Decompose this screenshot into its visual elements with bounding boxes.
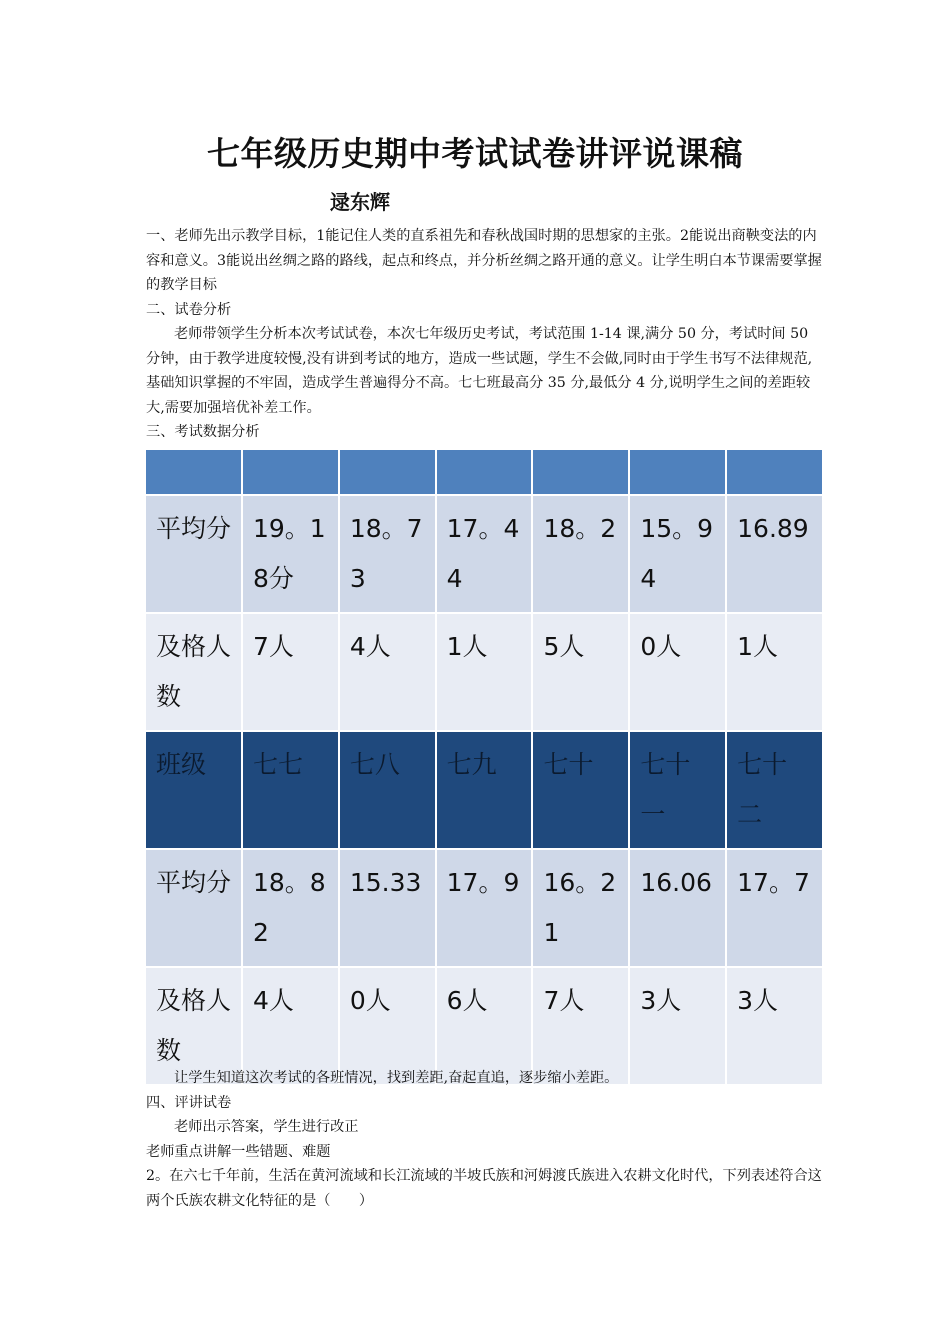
table-cell: 19。18分 bbox=[243, 496, 338, 612]
table-cell: 18。2 bbox=[533, 496, 628, 612]
answer-paragraph: 老师出示答案，学生进行改正 bbox=[174, 1119, 359, 1135]
table-cell: 七九 bbox=[437, 732, 532, 848]
row-label-cell: 班级 bbox=[146, 732, 241, 848]
row-label-cell: 及格人数 bbox=[146, 968, 241, 1084]
table-cell: 1人 bbox=[727, 614, 822, 730]
table-cell: 16.06 bbox=[630, 850, 725, 966]
table-cell: 18。82 bbox=[243, 850, 338, 966]
row-label-cell: 平均分 bbox=[146, 850, 241, 966]
table-cell: 7人 bbox=[533, 968, 628, 1084]
table-cell bbox=[243, 450, 338, 494]
table-cell bbox=[630, 450, 725, 494]
author-name: 逯东辉 bbox=[330, 190, 390, 214]
table-row bbox=[146, 850, 822, 966]
intro-section bbox=[146, 224, 826, 445]
table-row bbox=[146, 496, 822, 612]
question-paragraph: 2。在六七千年前，生活在黄河流域和长江流域的半坡氏族和河姆渡氏族进入农耕文化时代，下列表述符合这两个氏族农耕文化特征的是（ ） bbox=[146, 1168, 822, 1209]
table-cell: 17。9 bbox=[437, 850, 532, 966]
table-cell: 17。44 bbox=[437, 496, 532, 612]
table-cell: 7人 bbox=[243, 614, 338, 730]
review-section bbox=[146, 1066, 826, 1213]
table-cell: 18。73 bbox=[340, 496, 435, 612]
table-cell: 17。7 bbox=[727, 850, 822, 966]
paper-analysis-paragraph: 老师带领学生分析本次考试试卷，本次七年级历史考试，考试范围 1-14 课,满分 50 分，考试时间 50 分钟，由于教学进度较慢,没有讲到考试的地方，造成一些试题，学生不会做,同时由于学生书写不法律规范,基础知识掌握的不牢固，造成学生普遍得分不高。七七班最高分 35 分,最低分 4 分,说明学生之间的差距较大,需要加强培优补差工作。 bbox=[146, 326, 813, 416]
table-cell bbox=[340, 450, 435, 494]
key-points-paragraph: 老师重点讲解一些错题、难题 bbox=[146, 1143, 331, 1160]
table-cell: 4人 bbox=[243, 968, 338, 1084]
table-cell: 6人 bbox=[437, 968, 532, 1084]
table-cell: 3人 bbox=[630, 968, 725, 1084]
table-cell: 七十二 bbox=[727, 732, 822, 848]
table-row bbox=[146, 614, 822, 730]
table-cell: 16。21 bbox=[533, 850, 628, 966]
section-heading-review: 四、评讲试卷 bbox=[146, 1094, 232, 1111]
section-heading-paper-analysis: 二、试卷分析 bbox=[146, 301, 232, 318]
table-row bbox=[146, 450, 822, 494]
table-cell: 七七 bbox=[243, 732, 338, 848]
row-label-cell: 平均分 bbox=[146, 496, 241, 612]
table-cell: 七八 bbox=[340, 732, 435, 848]
table-cell: 15。94 bbox=[630, 496, 725, 612]
score-table bbox=[144, 448, 824, 1086]
document-title: 七年级历史期中考试试卷讲评说课稿 bbox=[207, 134, 743, 173]
table-cell: 七十一 bbox=[630, 732, 725, 848]
table-cell bbox=[533, 450, 628, 494]
table-cell: 5人 bbox=[533, 614, 628, 730]
table-cell: 七十 bbox=[533, 732, 628, 848]
table-row bbox=[146, 732, 822, 848]
table-cell: 16.89 bbox=[727, 496, 822, 612]
table-cell bbox=[437, 450, 532, 494]
table-cell: 3人 bbox=[727, 968, 822, 1084]
objectives-paragraph: 一、老师先出示教学目标，1能记住人类的直系祖先和春秋战国时期的思想家的主张。2能说出商鞅变法的内容和意义。3能说出丝绸之路的路线，起点和终点，并分析丝绸之路开通的意义。让学生明白本节课需要掌握的教学目标 bbox=[146, 228, 822, 293]
table-cell: 0人 bbox=[340, 968, 435, 1084]
table-cell bbox=[727, 450, 822, 494]
table-cell: 4人 bbox=[340, 614, 435, 730]
summary-paragraph: 让学生知道这次考试的各班情况，找到差距,奋起直追，逐步缩小差距。 bbox=[174, 1070, 619, 1086]
table-cell: 15.33 bbox=[340, 850, 435, 966]
table-cell: 0人 bbox=[630, 614, 725, 730]
row-label-cell: 及格人数 bbox=[146, 614, 241, 730]
table-cell: 1人 bbox=[437, 614, 532, 730]
section-heading-data-analysis: 三、考试数据分析 bbox=[146, 424, 260, 440]
row-label-cell bbox=[146, 450, 241, 494]
